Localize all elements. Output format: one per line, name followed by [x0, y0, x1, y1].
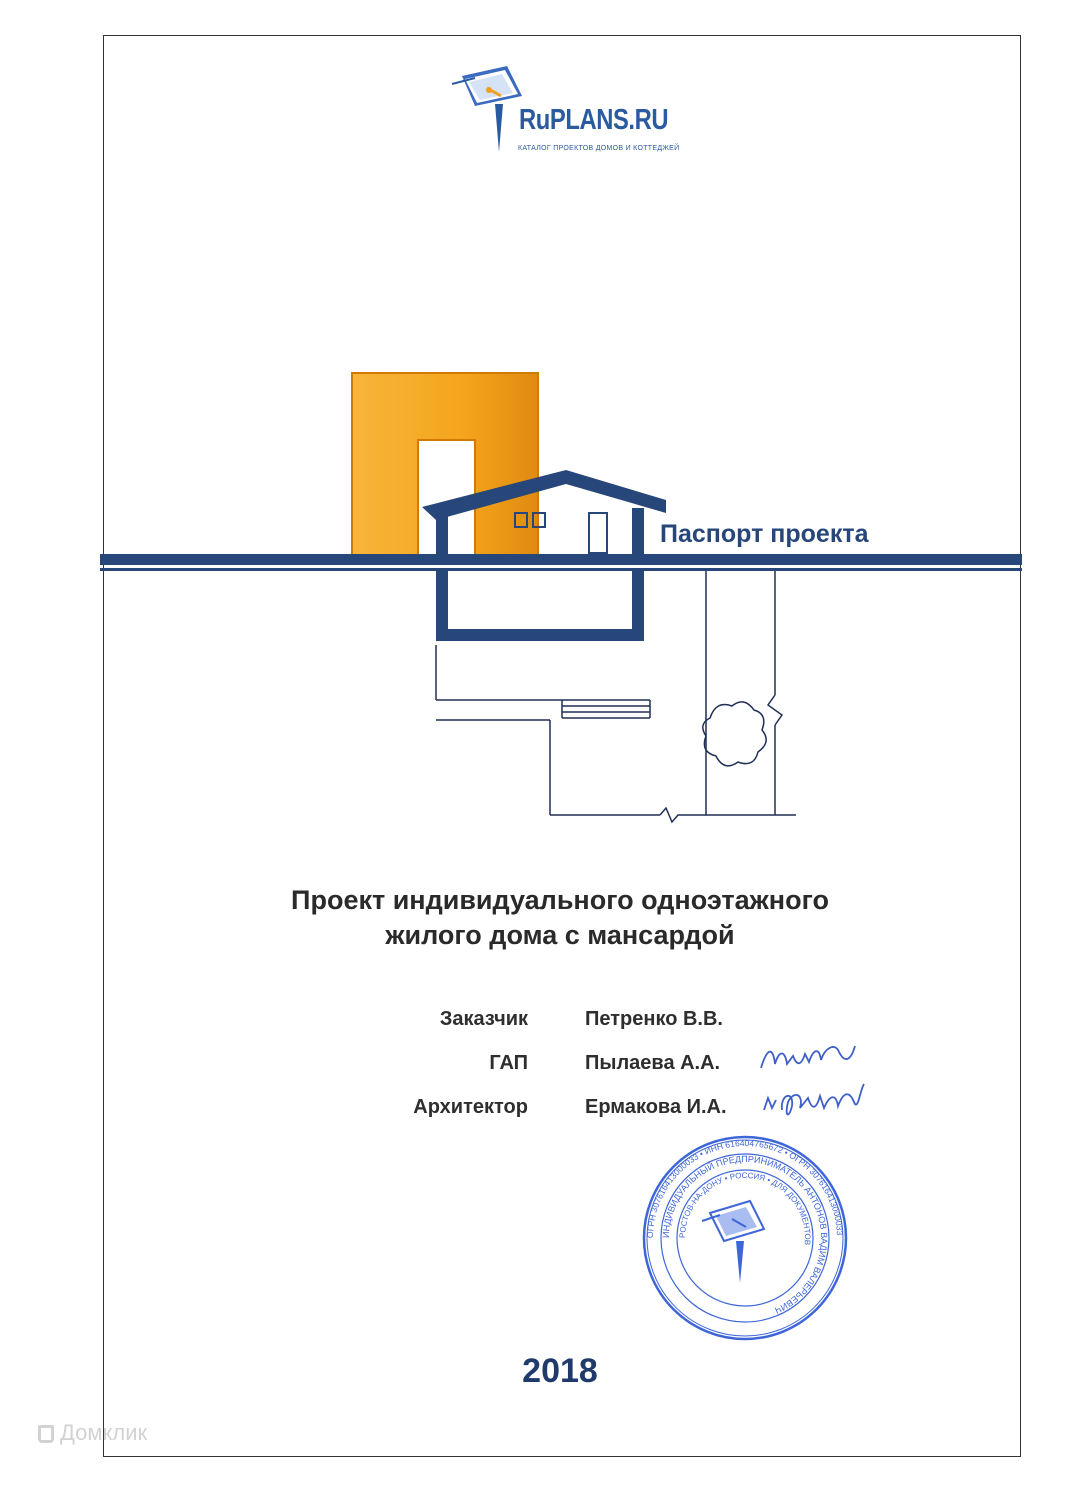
stamp-inner-text: РОСТОВ-НА-ДОНУ • РОССИЯ • ДЛЯ ДОКУМЕНТОВ	[677, 1170, 813, 1246]
gap-label: ГАП	[489, 1052, 528, 1074]
project-title-line1: Проект индивидуального одноэтажного	[291, 885, 829, 915]
watermark-text: Домклик	[60, 1420, 148, 1445]
customer-value: Петренко В.В.	[585, 1008, 723, 1030]
stamp-outer-text: ОГРН 307616413000033 • ИНН 616404765672 • ОГРН 307616413000033	[644, 1137, 845, 1239]
logo-tagline: КАТАЛОГ ПРОЕКТОВ ДОМОВ И КОТТЕДЖЕЙ	[518, 145, 680, 152]
document-year: 2018	[522, 1352, 598, 1390]
architect-value: Ермакова И.А.	[585, 1096, 727, 1118]
signature-architect	[760, 1080, 870, 1130]
house-plan-illustration	[100, 370, 1022, 830]
project-title	[180, 883, 940, 953]
customer-label: Заказчик	[439, 1008, 528, 1030]
stamp-middle-text: ИНДИВИДУАЛЬНЫЙ ПРЕДПРИНИМАТЕЛЬ АНТОНОВ ВАДИМ ВАЛЕРЬЕВИЧ	[660, 1153, 830, 1316]
watermark	[38, 1420, 147, 1446]
ground-line	[100, 554, 1022, 565]
gap-value: Пылаева А.А.	[585, 1052, 721, 1074]
company-stamp	[640, 1133, 850, 1343]
house-icon	[38, 1425, 54, 1443]
logo-text: RuPLANS.RU	[519, 104, 669, 136]
passport-title: Паспорт проекта	[660, 520, 869, 548]
project-title-line2: жилого дома с мансардой	[385, 920, 735, 950]
signature-gap	[755, 1038, 865, 1078]
architect-label: Архитектор	[413, 1096, 528, 1118]
stamp-logo-icon	[702, 1201, 764, 1283]
